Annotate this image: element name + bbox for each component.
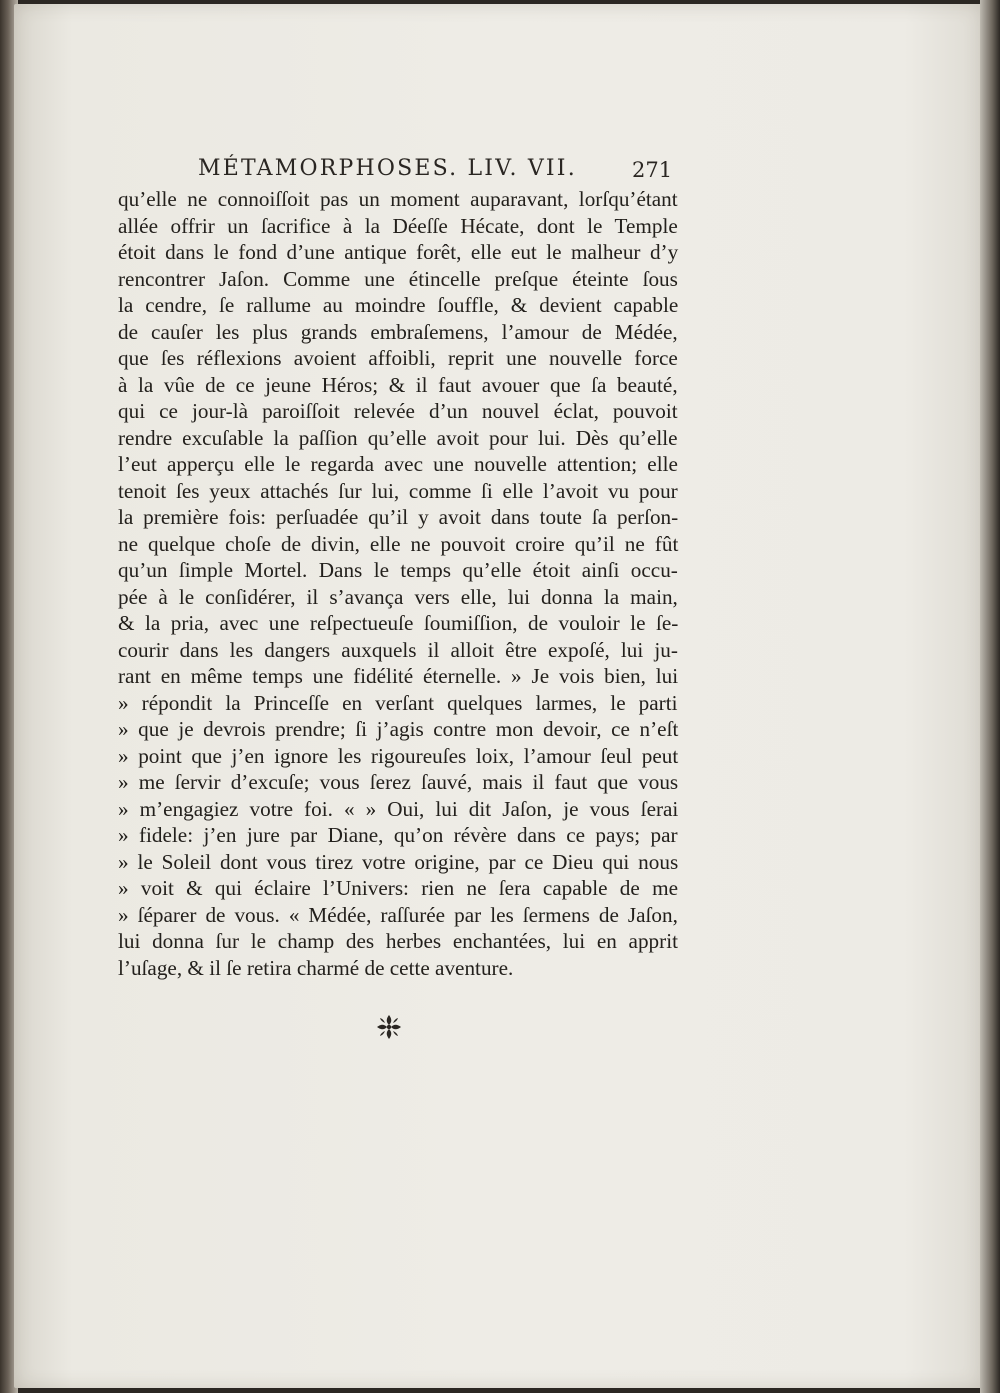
text-line: pée à le conſidérer, il s’avança vers elle, lui donna la main,	[118, 584, 678, 609]
text-line: ne quelque choſe de divin, elle ne pouvoit croire qu’il ne fût	[118, 531, 679, 556]
text-line: » m’engagiez votre foi. « » Oui, lui dit Jaſon, je vous ſerai	[118, 796, 679, 821]
text-line: la première fois: perſuadée qu’il y avoit dans toute ſa perſon-	[118, 505, 679, 529]
fleuron-ornament-icon	[374, 1012, 404, 1042]
text-line: » point que j’en ignore les rigoureuſes loix, l’amour ſeul peut	[118, 743, 679, 768]
text-line: rencontrer Jaſon. Comme une étincelle preſque éteinte ſous	[118, 266, 678, 291]
text-line: » que je devrois prendre; ſi j’agis contre mon devoir, ce n’eſt	[118, 717, 679, 741]
text-line: » fidele: j’en jure par Diane, qu’on révère dans ce pays; par	[118, 823, 678, 847]
text-line: à la vûe de ce jeune Héros; & il faut avouer que ſa beauté,	[118, 372, 678, 397]
text-line: allée offrir un ſacrifice à la Déeſſe Hécate, dont le Temple	[118, 213, 678, 238]
text-line: courir dans les dangers auxquels il alloit être expoſé, lui ju-	[118, 637, 678, 662]
text-line: la cendre, ſe rallume au moindre ſouffle, & devient capable	[118, 293, 679, 317]
right-page-edge	[980, 0, 1000, 1393]
text-line: » répondit la Princeſſe en verſant quelques larmes, le parti	[118, 690, 678, 715]
text-line: » ſéparer de vous. « Médée, raſſurée par les ſermens de Jaſon,	[118, 902, 678, 927]
text-line: lui donna ſur le champ des herbes enchantées, lui en apprit	[118, 929, 678, 953]
page-number: 271	[632, 158, 673, 182]
text-line: rant en même temps une fidélité éternelle. » Je vois bien, lui	[118, 664, 679, 688]
text-line: » le Soleil dont vous tirez votre origine, par ce Dieu qui nous	[118, 849, 679, 874]
text-line: qu’elle ne connoiſſoit pas un moment auparavant, lorſqu’étant	[118, 187, 678, 211]
text-line: rendre excuſable la paſſion qu’elle avoit pour lui. Dès qu’elle	[118, 425, 678, 450]
text-line: l’uſage, & il ſe retira charmé de cette aventure.	[118, 955, 514, 980]
running-head: MÉTAMORPHOSES. LIV. VII.	[198, 156, 577, 181]
body-text	[118, 186, 678, 981]
text-line: » me ſervir d’excuſe; vous ſerez ſauvé, mais il faut que vous	[118, 770, 679, 794]
text-line: tenoit ſes yeux attachés ſur lui, comme ſi elle l’avoit vu pour	[118, 478, 678, 503]
text-line: qui ce jour-là paroiſſoit relevée d’un nouvel éclat, pouvoit	[118, 399, 678, 423]
text-line: de cauſer les plus grands embraſemens, l’amour de Médée,	[118, 319, 678, 344]
text-line: » voit & qui éclaire l’Univers: rien ne ſera capable de me	[118, 876, 678, 900]
text-line: que ſes réflexions avoient affoibli, reprit une nouvelle force	[118, 346, 678, 370]
text-line: qu’un ſimple Mortel. Dans le temps qu’elle étoit ainſi occu-	[118, 558, 678, 582]
text-line: l’eut apperçu elle le regarda avec une nouvelle attention; elle	[118, 452, 678, 476]
text-line: & la pria, avec une reſpectueuſe ſoumiſſion, de vouloir le ſe-	[118, 611, 679, 635]
text-line: étoit dans le fond d’une antique forêt, elle eut le malheur d’y	[118, 240, 679, 264]
